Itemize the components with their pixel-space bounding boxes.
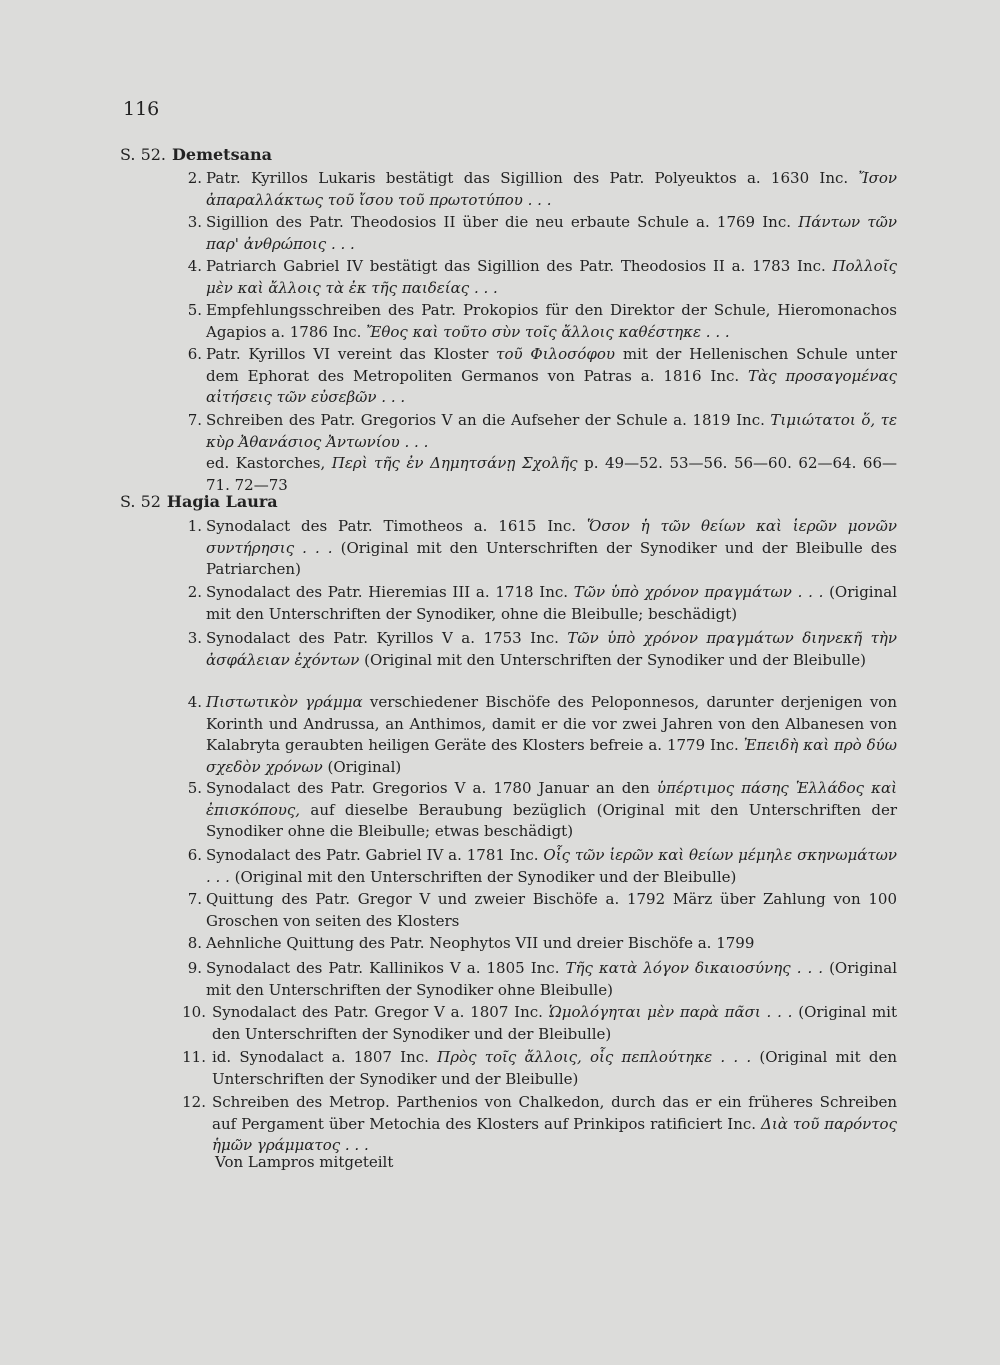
entry-text-segment: (Original mit den Unterschriften der Synodiker und der Bleibulle): [229, 867, 737, 886]
entry: [172, 1047, 897, 1090]
entry-number: 2.: [187, 583, 202, 601]
entry-text-segment: Synodalact des Patr. Gregorios V a. 1780 Januar an den: [206, 779, 657, 797]
entry-text-segment: (Original mit den Unterschriften der Synodiker, ohne die Bleibulle; beschädigt): [206, 583, 897, 623]
entry-number: 4.: [187, 257, 202, 275]
entry-number: 9.: [187, 959, 202, 977]
entry-number: 6.: [187, 846, 202, 864]
entry-text-segment: Empfehlungsschreiben des Patr. Prokopios für den Direktor der Schule, Hieromonachos Agapios a. 1786 Inc.: [206, 301, 897, 341]
greek-incipit: Ἴσον ἀπαραλλάκτως τοῦ ἴσου τοῦ πρωτοτύπου . . .: [206, 169, 897, 209]
greek-incipit: Περὶ τῆς ἐν Δημητσάνῃ Σχολῆς: [331, 454, 578, 472]
entry-text-segment: ed. Kastorches,: [206, 454, 332, 472]
entry-number: 1.: [187, 517, 202, 535]
entry: [172, 344, 897, 409]
entry-text-segment: Patr. Kyrillos Lukaris bestätigt das Sigillion des Patr. Polyeuktos a. 1630 Inc.: [206, 169, 859, 187]
entry: [172, 582, 897, 625]
section-title: Demetsana: [172, 145, 272, 164]
greek-incipit: Ὡμολόγηται μὲν παρὰ πᾶσι . . .: [548, 1003, 793, 1021]
greek-incipit: Τῆς κατὰ λόγον δικαιοσύνης . . .: [565, 959, 824, 977]
greek-incipit: Τιμιώτατοι ὅ, τε κὺρ Ἀθανάσιος Ἀντωνίου . . .: [206, 411, 897, 451]
greek-incipit: τοῦ Φιλοσόφου: [496, 345, 616, 363]
entry-number: 3.: [187, 629, 202, 647]
entry-text: [206, 453, 897, 496]
entry-number: 12.: [182, 1093, 206, 1111]
greek-incipit: Ὅσον ἡ τῶν θείων καὶ ἱερῶν μονῶν συντήρησις . . .: [206, 517, 897, 557]
entry-number: 7.: [187, 411, 202, 429]
entry-text-segment: Schreiben des Patr. Gregorios V an die Aufseher der Schule a. 1819 Inc.: [206, 411, 771, 429]
entry-text: [206, 344, 897, 409]
greek-incipit: Τῶν ὑπὸ χρόνον πραγμάτων διηνεκῆ τὴν ἀσφάλειαν ἐχόντων: [206, 629, 897, 669]
entry-text: [212, 1002, 897, 1045]
entry-number: 5.: [187, 301, 202, 319]
section-heading-demetsana: [120, 143, 272, 167]
entry-number: 7.: [187, 890, 202, 908]
entry: [172, 958, 897, 1001]
entry-text-segment: Quittung des Patr. Gregor V und zweier Bischöfe a. 1792 März über Zahlung von 100 Groschen von seiten des Klosters: [206, 890, 897, 930]
entry-text: [206, 410, 897, 453]
entry-number: 4.: [187, 693, 202, 711]
entry-text-segment: p. 49—52. 53—56. 56—60. 62—64. 66—71. 72—73: [206, 454, 897, 494]
entry-text-segment: Sigillion des Patr. Theodosios II über die neu erbaute Schule a. 1769 Inc.: [206, 213, 799, 231]
entry: [172, 1092, 897, 1157]
entry-text-segment: Patriarch Gabriel IV bestätigt das Sigillion des Patr. Theodosios II a. 1783 Inc.: [206, 257, 833, 275]
entry: [172, 778, 897, 843]
entry-text-segment: mit der Hellenischen Schule unter dem Ephorat des Metropoliten Germanos von Patras a. 1816 Inc.: [206, 345, 897, 385]
entry-number: 2.: [187, 169, 202, 187]
entry-number: 8.: [187, 934, 202, 952]
entry-text: [206, 958, 897, 1001]
footer-note: Von Lampros mitgeteilt: [215, 1153, 394, 1171]
entry: [172, 256, 897, 299]
entry-text-segment: id. Synodalact a. 1807 Inc.: [212, 1048, 438, 1066]
entry-text-segment: Synodalact des Patr. Timotheos a. 1615 Inc.: [206, 517, 587, 535]
entry-text: [206, 212, 897, 255]
greek-incipit: Ἐπειδὴ καὶ πρὸ δύω σχεδὸν χρόνων: [206, 736, 898, 776]
entry-number: 5.: [187, 779, 202, 797]
greek-incipit: Πάντων τῶν παρ' ἀνθρώποις . . .: [206, 213, 897, 253]
entry-text-segment: Synodalact des Patr. Gabriel IV a. 1781 Inc.: [206, 846, 544, 864]
entry-text-segment: (Original mit den Unterschriften der Synodiker und der Bleibulle): [212, 1003, 897, 1043]
entry-text: [206, 692, 897, 778]
entry-text: [206, 256, 897, 299]
greek-incipit: Πρὸς τοῖς ἄλλοις, οἷς πεπλούτηκε . . .: [437, 1048, 752, 1066]
entry-text-segment: Schreiben des Metrop. Parthenios von Chalkedon, durch das er ein früheres Schreiben auf Pergament über Metochia des Klosters auf Prinkipos ratificiert Inc.: [212, 1093, 897, 1133]
entry: [172, 889, 897, 932]
entry: [172, 692, 897, 778]
entry-text-segment: Synodalact des Patr. Kallinikos V a. 1805 Inc.: [206, 959, 566, 977]
entry-text-segment: Synodalact des Patr. Gregor V a. 1807 Inc.: [212, 1003, 549, 1021]
entry: [172, 845, 897, 888]
entry-number: 6.: [187, 345, 202, 363]
entry-text-segment: Synodalact des Patr. Kyrillos V a. 1753 Inc.: [206, 629, 568, 647]
entry-text-segment: (Original mit den Unterschriften der Synodiker und der Bleibulle): [212, 1048, 897, 1088]
entry: [172, 516, 897, 581]
section-heading-hagia-laura: [120, 490, 278, 514]
greek-incipit: Πολλοῖς μὲν καὶ ἄλλοις τὰ ἐκ τῆς παιδείας . . .: [206, 257, 897, 297]
entry-number: 10.: [182, 1003, 206, 1021]
entry-text: [206, 845, 897, 888]
entry-text: [212, 1092, 897, 1157]
entry: [172, 453, 897, 496]
entry: [172, 410, 897, 453]
entry-text-segment: verschiedener Bischöfe des Peloponnesos, darunter derjenigen von Korinth und Andrussa, an Anthimos, damit er die vor zwei Jahren von den Albanesen von Kalabryta geraubten heiligen Geräte des Klosters befreie a. 1779 Inc.: [206, 693, 897, 755]
entry: [172, 300, 897, 343]
section-label: S. 52: [120, 492, 161, 511]
greek-incipit: Ἔθος καὶ τοῦτο σὺν τοῖς ἄλλοις καθέστηκε . . .: [366, 322, 730, 341]
greek-incipit: Πιστωτικὸν γράμμα: [206, 693, 363, 711]
entry: [172, 628, 897, 671]
entry: [172, 168, 897, 211]
greek-incipit: ὑπέρτιμος πάσης Ἑλλάδος καὶ ἐπισκόπους,: [206, 779, 897, 819]
greek-incipit: Τὰς προσαγομένας αἰτήσεις τῶν εὐσεβῶν . . .: [206, 366, 897, 407]
entry-text: [206, 168, 897, 211]
entry: [172, 212, 897, 255]
greek-incipit: Τῶν ὑπὸ χρόνον πραγμάτων . . .: [573, 583, 824, 601]
entry-text: [206, 582, 897, 625]
page-number: 116: [123, 98, 160, 120]
entry-text-segment: (Original mit den Unterschriften der Synodiker und der Bleibulle): [359, 650, 866, 669]
entry-text: [206, 300, 897, 343]
entry-text-segment: (Original): [322, 757, 402, 776]
entry-text: [212, 1047, 897, 1090]
entry: [172, 933, 897, 955]
entry-text: [206, 516, 897, 581]
entry-text-segment: (Original mit den Unterschriften der Synodiker und der Bleibulle des Patriarchen): [206, 538, 897, 579]
entry-text: [206, 628, 897, 671]
section-title: Hagia Laura: [166, 492, 278, 511]
greek-incipit: Διὰ τοῦ παρόντος ἡμῶν γράμματος . . .: [212, 1114, 897, 1155]
entry-text-segment: Synodalact des Patr. Hieremias III a. 1718 Inc.: [206, 583, 574, 601]
entry-number: 11.: [182, 1048, 206, 1066]
entry: [172, 1002, 897, 1045]
greek-incipit: Οἷς τῶν ἱερῶν καὶ θείων μέμηλε σκηνωμάτων . . .: [206, 846, 898, 886]
entry-text: [206, 889, 897, 932]
entry-text-segment: Aehnliche Quittung des Patr. Neophytos VII und dreier Bischöfe a. 1799: [206, 934, 755, 952]
entry-text: [206, 933, 897, 955]
entry-text: [206, 778, 897, 843]
entry-text-segment: Patr. Kyrillos VI vereint das Kloster: [206, 345, 497, 363]
section-label: S. 52.: [120, 145, 167, 164]
entry-number: 3.: [187, 213, 202, 231]
entry-text-segment: auf dieselbe Beraubung bezüglich (Original mit den Unterschriften der Synodiker ohne die Bleibulle; etwas beschädigt): [206, 800, 897, 841]
entry-text-segment: (Original mit den Unterschriften der Synodiker ohne Bleibulle): [206, 959, 897, 999]
